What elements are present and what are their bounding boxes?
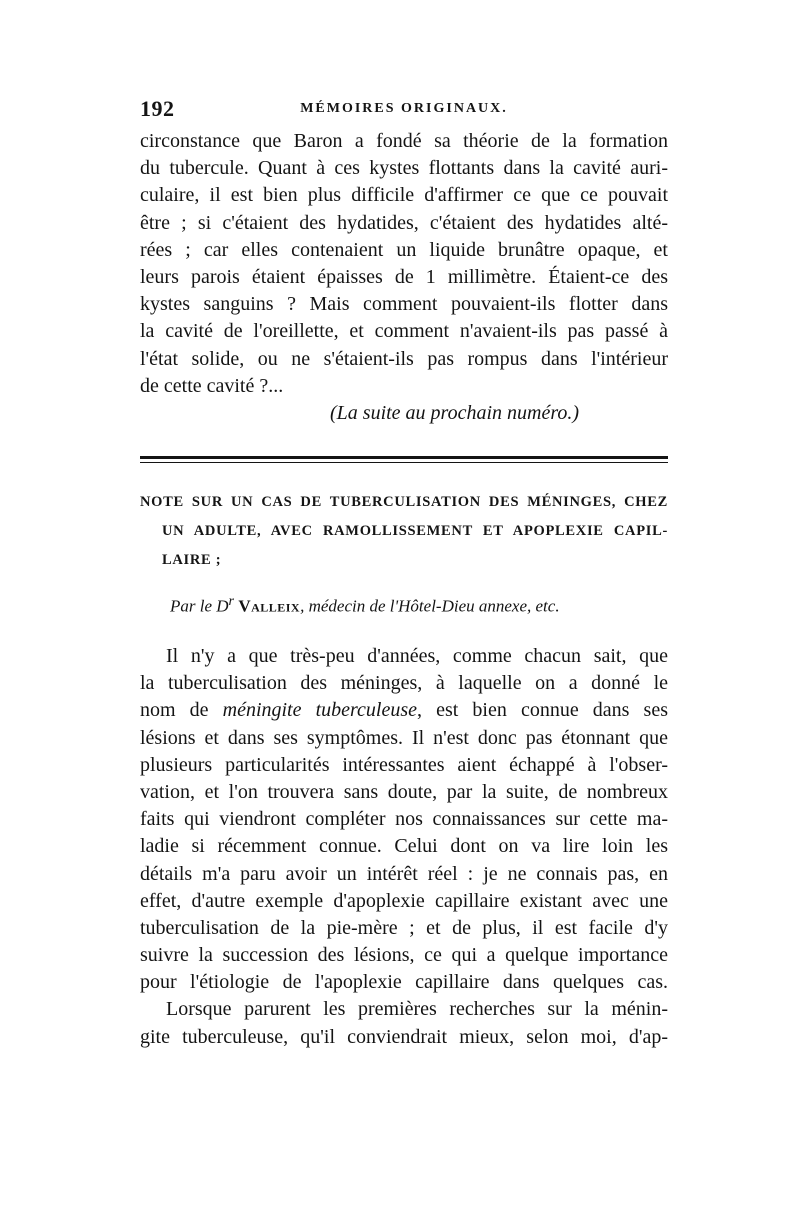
author-byline bbox=[170, 593, 560, 617]
byline-prefix: Par le D bbox=[170, 596, 229, 616]
page-number: 192 bbox=[140, 96, 175, 121]
title-line: NOTE SUR UN CAS DE TUBERCULISATION DES MÉNINGES, CHEZ bbox=[140, 494, 668, 510]
text-line: du tubercule. Quant à ces kystes flottants dans la cavité auri- bbox=[140, 157, 668, 180]
text-line: plusieurs particularités intéressantes aient échappé à l'obser- bbox=[140, 753, 668, 776]
text-line: Lorsque parurent les premières recherches sur la ménin- bbox=[166, 998, 668, 1021]
text-line: suivre la succession des lésions, ce qui a quelque importance bbox=[140, 944, 668, 967]
text-line: leurs parois étaient épaisses de 1 millimètre. Étaient-ce des bbox=[140, 265, 668, 288]
text-line: pour l'étiologie de l'apoplexie capillaire dans quelques cas. bbox=[140, 971, 668, 994]
text-line: l'état solide, ou ne s'étaient-ils pas rompus dans l'intérieur bbox=[140, 347, 668, 370]
text-line: vation, et l'on trouvera sans doute, par la suite, de nombreux bbox=[140, 780, 668, 803]
text-line: circonstance que Baron a fondé sa théorie de la formation bbox=[140, 130, 668, 152]
text-segment: nom de bbox=[140, 699, 223, 722]
text-line: faits qui viendront compléter nos connaissances sur cette ma- bbox=[140, 808, 668, 831]
article-body bbox=[140, 643, 668, 1051]
byline-superscript: r bbox=[228, 593, 235, 609]
text-line: rées ; car elles contenaient un liquide brunâtre opaque, et bbox=[140, 238, 668, 261]
text-line: la cavité de l'oreillette, et comment n'avaient-ils pas passé à bbox=[140, 320, 668, 343]
text-line: culaire, il est bien plus difficile d'affirmer ce que ce pouvait bbox=[140, 184, 668, 207]
text-line: Il n'y a que très-peu d'années, comme chacun sait, que bbox=[166, 645, 668, 667]
text-line: être ; si c'étaient des hydatides, c'étaient des hydatides alté- bbox=[140, 211, 668, 234]
emphasized-term: méningite tuberculeuse bbox=[222, 699, 418, 722]
text-line: de cette cavité ?... bbox=[140, 374, 284, 397]
text-line: kystes sanguins ? Mais comment pouvaient-ils flotter dans bbox=[140, 293, 668, 316]
byline-suffix: , médecin de l'Hôtel-Dieu annexe, etc. bbox=[300, 596, 560, 616]
text-segment: , est bien connue dans ses bbox=[417, 699, 668, 722]
running-head: MÉMOIRES ORIGINAUX. bbox=[300, 101, 508, 116]
text-line: détails m'a paru avoir un intérêt réel : je ne connais pas, en bbox=[140, 862, 668, 885]
author-name: Valleix bbox=[238, 596, 301, 616]
text-line: ladie si récemment connue. Celui dont on va lire loin les bbox=[140, 835, 668, 858]
text-line: lésions et dans ses symptômes. Il n'est donc pas étonnant que bbox=[140, 726, 668, 749]
text-line bbox=[140, 697, 668, 724]
text-line: effet, d'autre exemple d'apoplexie capillaire existant avec une bbox=[140, 889, 668, 912]
article-title bbox=[140, 488, 668, 575]
continuation-note: (La suite au prochain numéro.) bbox=[330, 402, 580, 424]
page-header bbox=[140, 96, 668, 126]
text-line: gite tuberculeuse, qu'il conviendrait mieux, selon moi, d'ap- bbox=[140, 1025, 668, 1048]
title-line: LAIRE ; bbox=[162, 552, 222, 568]
section-divider-thin bbox=[140, 462, 668, 463]
previous-article-ending bbox=[140, 128, 668, 400]
text-line: tuberculisation de la pie-mère ; et de plus, il est facile d'y bbox=[140, 916, 668, 939]
section-divider-thick bbox=[140, 456, 668, 459]
title-line: UN ADULTE, AVEC RAMOLLISSEMENT ET APOPLEXIE CAPIL- bbox=[162, 523, 668, 539]
text-line: la tuberculisation des méninges, à laquelle on a donné le bbox=[140, 672, 668, 695]
